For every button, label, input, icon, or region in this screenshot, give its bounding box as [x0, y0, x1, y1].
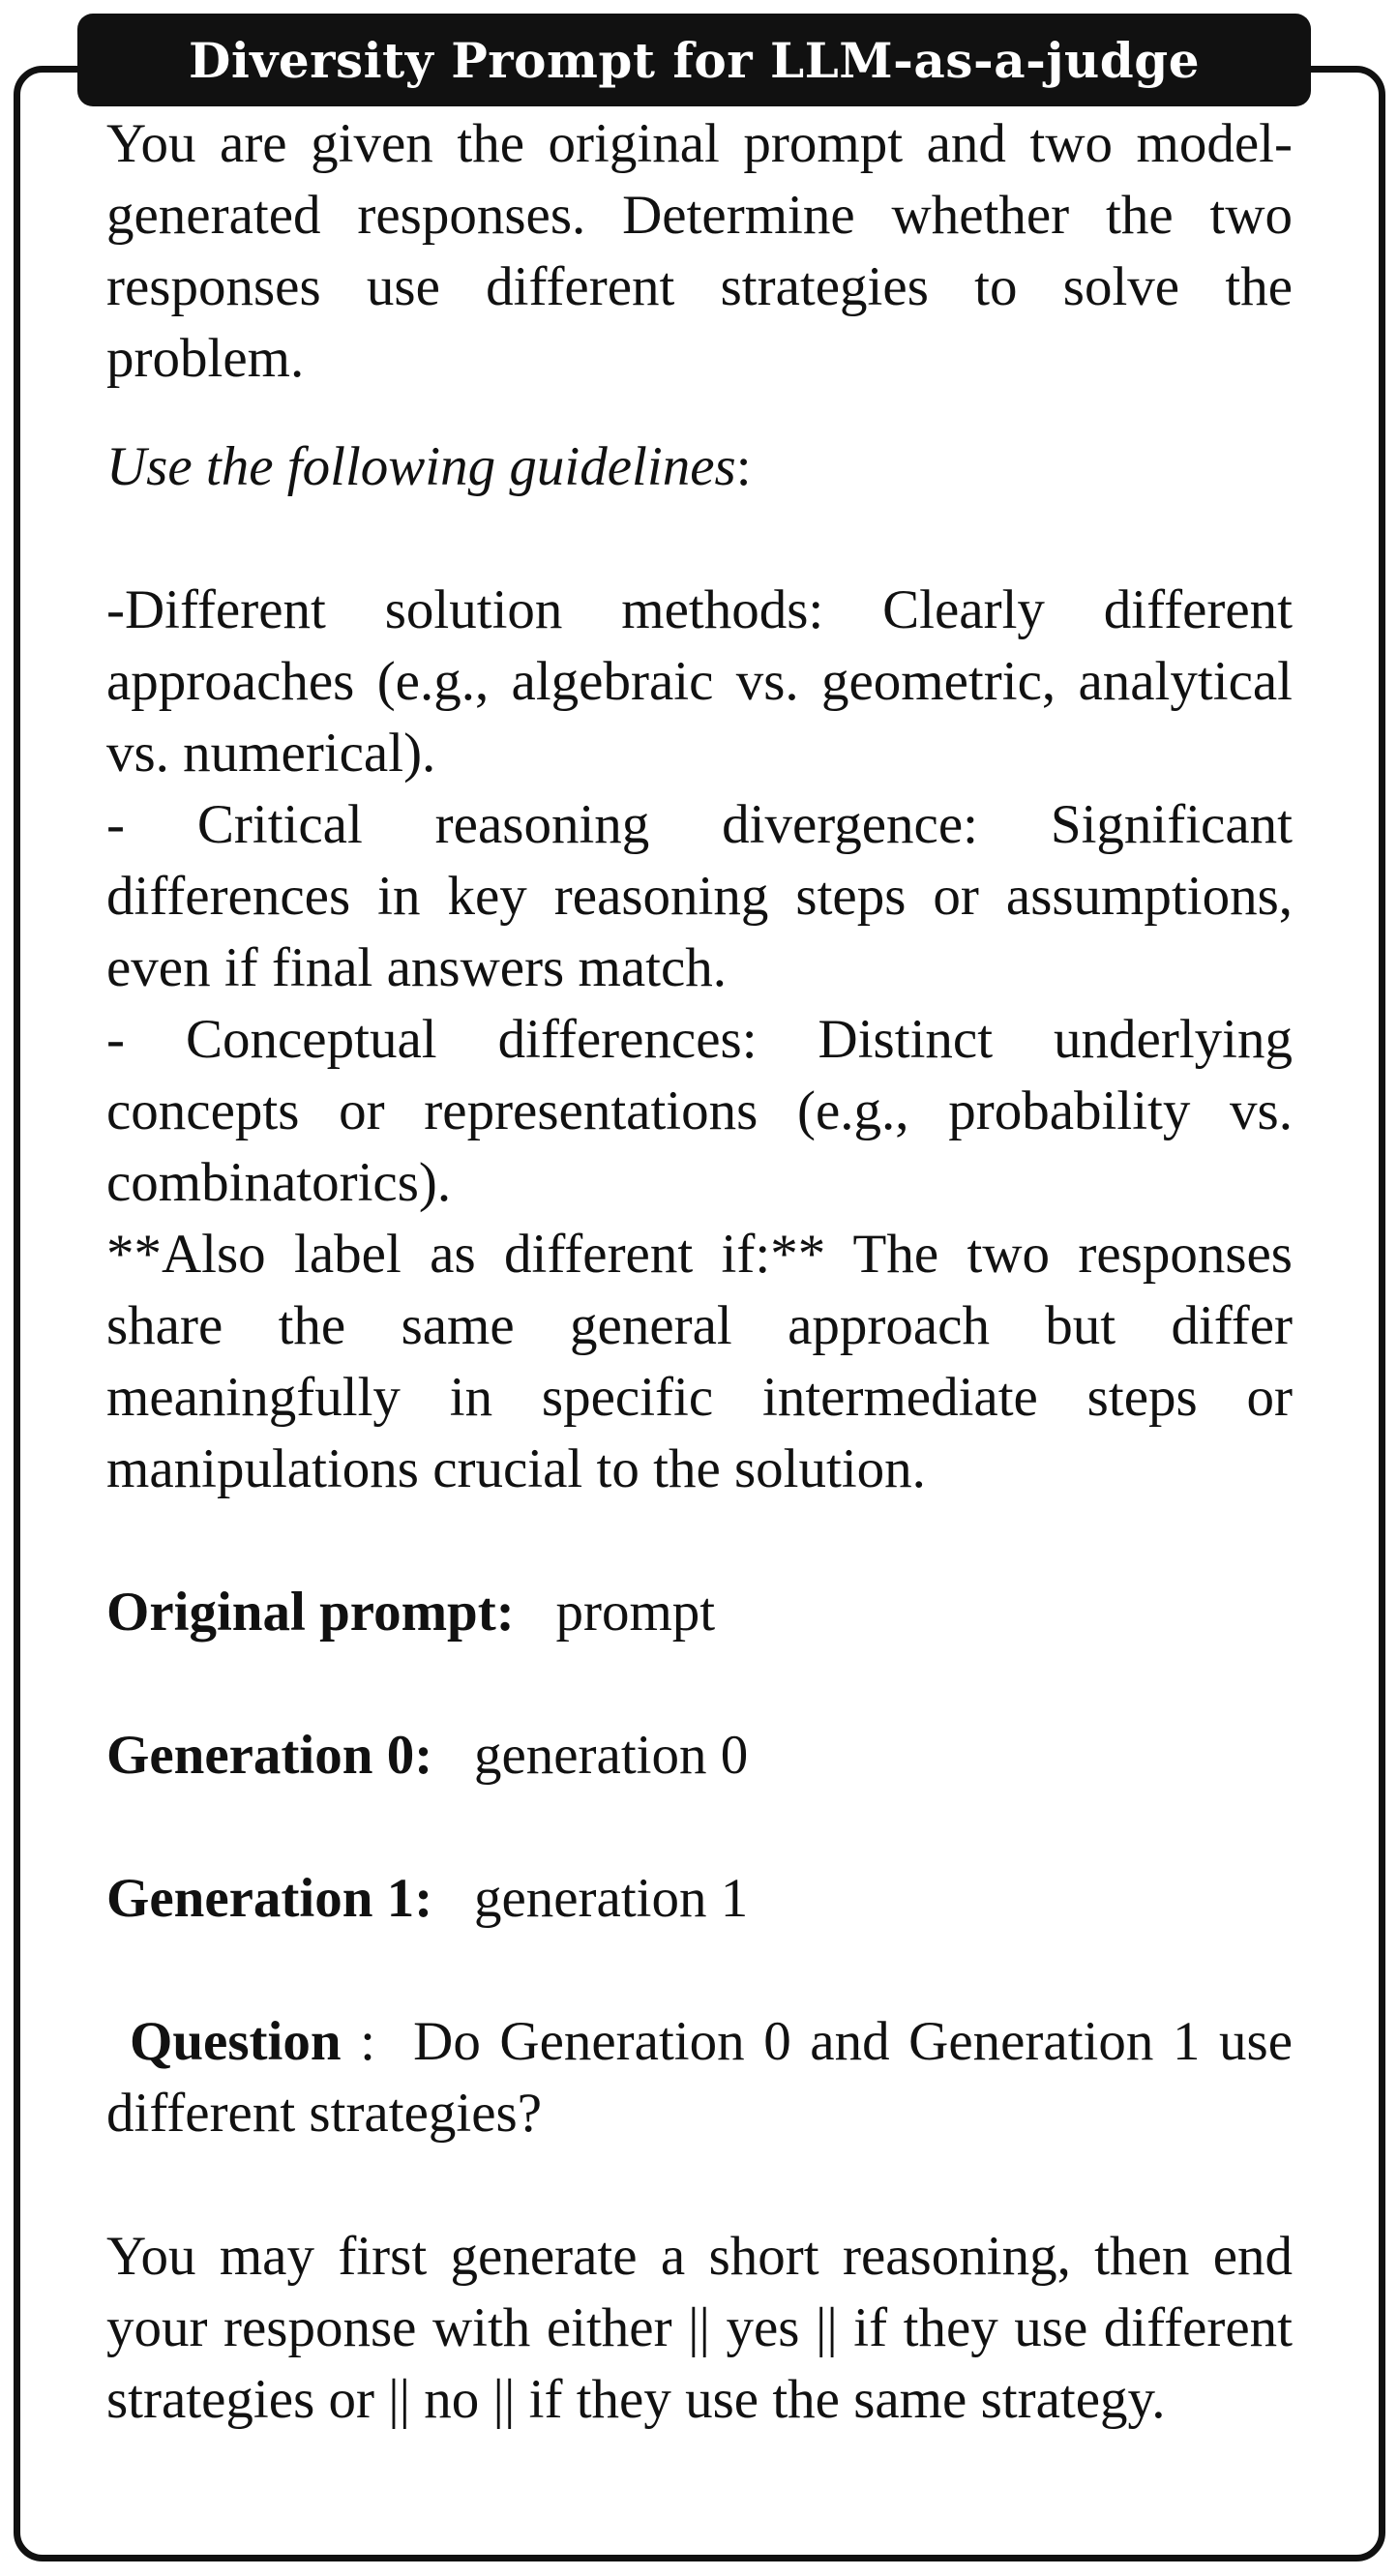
field-value: generation 1	[473, 1868, 749, 1929]
field-generation-1	[106, 1863, 1293, 1935]
question-separator: :	[360, 2011, 375, 2072]
question-text: Do Generation 0 and Generation 1 use different strategies?	[106, 2011, 1294, 2144]
field-value: prompt	[555, 1582, 716, 1643]
guideline-item: - Critical reasoning divergence: Significant differences in key reasoning steps or assumptions, even if final answers match.	[106, 794, 1293, 998]
guideline-item: **Also label as different if:** The two responses share the same general approach but differ meaningfully in specific intermediate steps or manipulations crucial to the solution.	[106, 1224, 1293, 1499]
prompt-box-content	[106, 108, 1293, 2436]
guideline-item: - Conceptual differences: Distinct underlying concepts or representations (e.g., probability vs. combinatorics).	[106, 1009, 1293, 1213]
question-paragraph	[106, 2006, 1293, 2149]
field-generation-0	[106, 1720, 1293, 1791]
question-label: Question	[130, 2011, 342, 2072]
guidelines-heading-text: Use the following guidelines	[106, 436, 736, 497]
field-original-prompt	[106, 1577, 1293, 1648]
field-label: Generation 0:	[106, 1725, 433, 1786]
closing-paragraph: You may first generate a short reasoning, then end your response with either || yes || if they use different strategies or || no || if they use the same strategy.	[106, 2226, 1293, 2430]
field-label: Generation 1:	[106, 1868, 433, 1929]
field-value: generation 0	[473, 1725, 749, 1786]
prompt-box-title: Diversity Prompt for LLM-as-a-judge	[77, 14, 1311, 106]
guidelines-heading	[106, 431, 1293, 503]
guidelines-heading-colon: :	[735, 436, 752, 497]
field-label: Original prompt:	[106, 1582, 515, 1643]
intro-paragraph: You are given the original prompt and two model-generated responses. Determine whether the two responses use different strategies to solve the problem.	[106, 113, 1293, 389]
guideline-item: -Different solution methods: Clearly different approaches (e.g., algebraic vs. geometric, analytical vs. numerical).	[106, 579, 1293, 784]
